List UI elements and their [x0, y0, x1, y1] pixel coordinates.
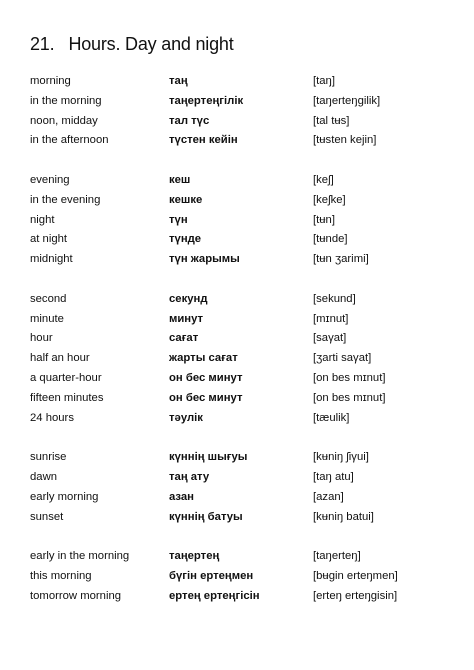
kazakh-term: азан: [169, 490, 194, 503]
transcription: [taŋerteŋgilik]: [313, 94, 381, 107]
english-term: half an hour: [30, 352, 90, 365]
vocab-group: [30, 72, 450, 151]
transcription: [tʉn]: [313, 213, 335, 226]
page-title: [30, 34, 234, 55]
kazakh-term: түн жарымы: [169, 253, 240, 266]
vocab-row: [30, 468, 450, 488]
transcription: [taŋerteŋ]: [313, 550, 361, 563]
transcription: [taŋ atu]: [313, 470, 354, 483]
english-term: night: [30, 213, 55, 226]
english-term: in the morning: [30, 94, 102, 107]
transcription: [on bes mɪnut]: [313, 391, 386, 404]
kazakh-term: таңертеңгілік: [169, 94, 244, 107]
transcription: [kʉniŋ batui]: [313, 510, 374, 523]
english-term: dawn: [30, 470, 58, 483]
vocab-row: [30, 171, 450, 191]
english-term: minute: [30, 312, 64, 325]
kazakh-term: күннің шығуы: [169, 451, 248, 464]
kazakh-term: секунд: [169, 292, 208, 305]
kazakh-term: таң: [169, 75, 188, 87]
transcription: [bʉgin erteŋmen]: [313, 569, 398, 582]
transcription: [saγat]: [313, 332, 347, 345]
chapter-number: 21.: [30, 34, 55, 54]
transcription: [erteŋ erteŋgisin]: [313, 589, 398, 602]
vocab-row: [30, 290, 450, 310]
english-term: evening: [30, 173, 70, 186]
vocab-row: [30, 448, 450, 468]
vocab-row: [30, 131, 450, 151]
english-term: in the afternoon: [30, 134, 109, 147]
vocab-row: [30, 389, 450, 409]
english-term: early in the morning: [30, 550, 130, 563]
english-term: tomorrow morning: [30, 589, 122, 602]
chapter-title: Hours. Day and night: [68, 34, 234, 54]
vocab-group: [30, 547, 450, 606]
vocabulary-list: [30, 72, 450, 626]
kazakh-term: он бес минут: [169, 391, 243, 404]
transcription: [tal tʉs]: [313, 114, 350, 127]
english-term: in the evening: [30, 193, 101, 206]
vocab-row: [30, 112, 450, 132]
kazakh-term: сағат: [169, 332, 199, 345]
transcription: [keʃ]: [313, 173, 334, 186]
transcription: [tæulik]: [313, 411, 350, 424]
transcription: [tʉsten kejin]: [313, 134, 377, 147]
kazakh-term: тал түс: [169, 114, 210, 127]
kazakh-term: жарты сағат: [169, 352, 238, 365]
vocab-row: [30, 587, 450, 607]
vocab-row: [30, 349, 450, 369]
transcription: [keʃke]: [313, 193, 346, 206]
vocab-row: [30, 310, 450, 330]
kazakh-term: таң ату: [169, 470, 210, 483]
transcription: [azan]: [313, 490, 344, 503]
vocab-row: [30, 409, 450, 429]
english-term: morning: [30, 75, 71, 87]
vocab-row: [30, 547, 450, 567]
vocab-row: [30, 72, 450, 92]
vocab-row: [30, 567, 450, 587]
vocab-row: [30, 329, 450, 349]
transcription: [mɪnut]: [313, 312, 349, 325]
transcription: [tʉn ʒarimi]: [313, 253, 369, 266]
english-term: noon, midday: [30, 114, 98, 127]
vocab-row: [30, 250, 450, 270]
english-term: fifteen minutes: [30, 391, 104, 404]
vocab-row: [30, 92, 450, 112]
transcription: [taŋ]: [313, 75, 335, 87]
transcription: [sekund]: [313, 292, 356, 305]
english-term: sunset: [30, 510, 64, 523]
kazakh-term: түн: [169, 213, 188, 226]
vocab-group: [30, 448, 450, 527]
english-term: a quarter-hour: [30, 371, 102, 384]
english-term: midnight: [30, 253, 73, 266]
kazakh-term: күннің батуы: [169, 510, 243, 523]
kazakh-term: кешке: [169, 193, 203, 206]
english-term: at night: [30, 233, 68, 246]
kazakh-term: ертең ертеңгісін: [169, 589, 260, 602]
vocab-row: [30, 488, 450, 508]
vocab-group: [30, 290, 450, 429]
transcription: [tʉnde]: [313, 233, 348, 246]
kazakh-term: он бес минут: [169, 371, 243, 384]
kazakh-term: кеш: [169, 173, 191, 186]
vocab-row: [30, 211, 450, 231]
kazakh-term: түстен кейін: [169, 134, 238, 147]
english-term: 24 hours: [30, 411, 74, 424]
vocab-row: [30, 191, 450, 211]
kazakh-term: тәулік: [169, 411, 203, 424]
kazakh-term: минут: [169, 312, 204, 325]
english-term: second: [30, 292, 67, 305]
english-term: this morning: [30, 569, 92, 582]
kazakh-term: түнде: [169, 233, 202, 246]
transcription: [kʉniŋ ʃiγui]: [313, 451, 369, 464]
english-term: hour: [30, 332, 53, 345]
kazakh-term: таңертең: [169, 550, 220, 563]
english-term: sunrise: [30, 451, 67, 464]
transcription: [ʒarti saγat]: [313, 352, 372, 365]
english-term: early morning: [30, 490, 99, 503]
vocab-row: [30, 369, 450, 389]
vocab-row: [30, 230, 450, 250]
vocab-group: [30, 171, 450, 270]
vocab-row: [30, 508, 450, 528]
transcription: [on bes mɪnut]: [313, 371, 386, 384]
kazakh-term: бүгін ертеңмен: [169, 569, 254, 582]
